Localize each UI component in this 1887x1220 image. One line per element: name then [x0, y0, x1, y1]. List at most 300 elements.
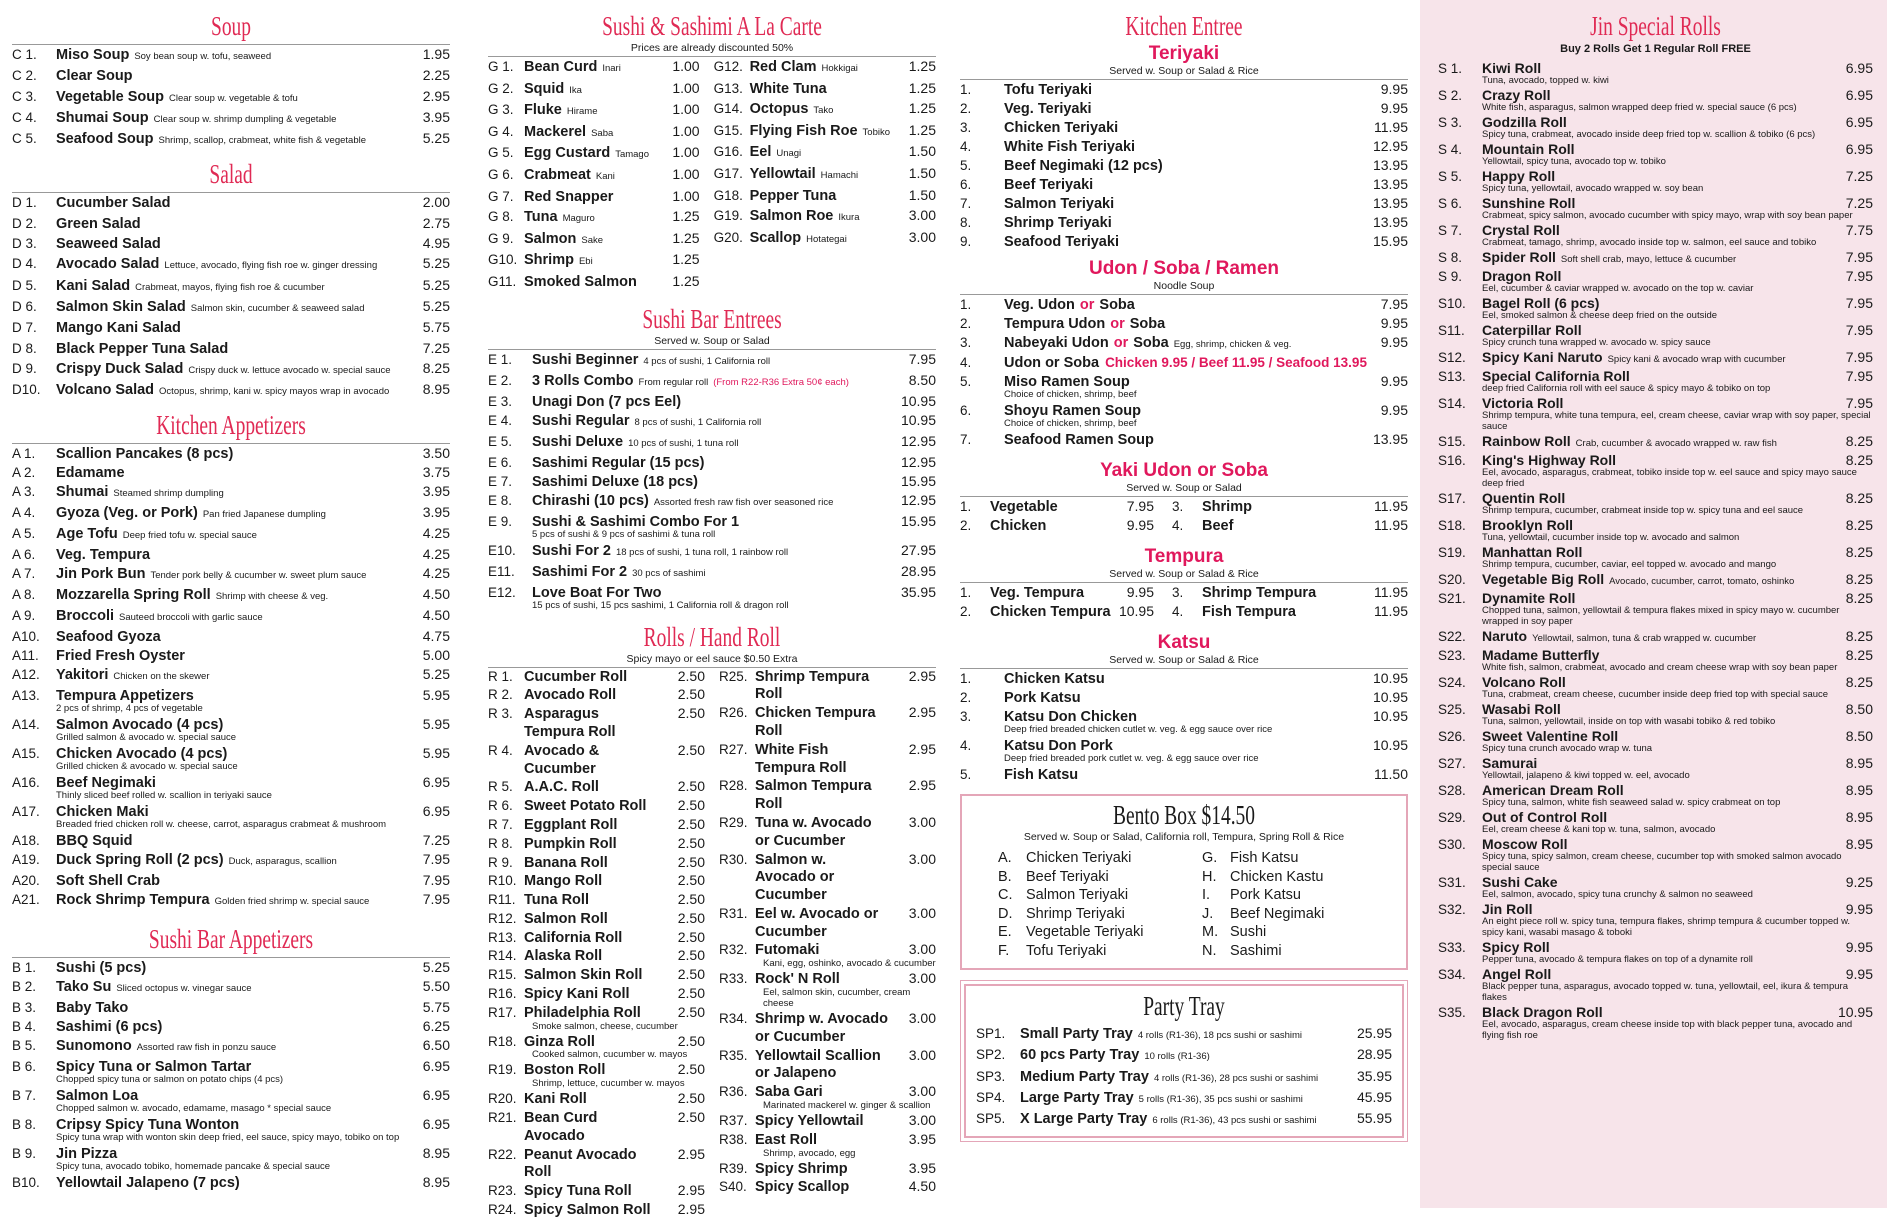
list-item	[719, 1047, 936, 1084]
item-name-text: Pepper Tuna	[749, 187, 837, 204]
list-item	[488, 1146, 705, 1183]
list-item	[488, 491, 936, 512]
item-code: G16.	[713, 144, 743, 160]
item-name	[532, 584, 880, 602]
item-price: 7.95	[1845, 322, 1873, 338]
item-row	[960, 137, 1408, 156]
item-price: 8.25	[1845, 517, 1873, 533]
item-code: S29.	[1438, 810, 1466, 825]
item-price: 3.00	[908, 228, 936, 245]
list-item	[1438, 452, 1873, 489]
tempura-list	[960, 583, 1408, 621]
item-price: 13.95	[1372, 176, 1408, 192]
item-desc: Egg, shrimp, chicken & veg.	[1173, 339, 1292, 350]
item-price: 8.50	[908, 371, 936, 388]
item-row	[1438, 433, 1873, 452]
item-code: G 2.	[488, 80, 514, 96]
item-desc: Crabmeat, mayos, flying fish roe & cucumber	[135, 281, 325, 293]
item-price: 28.95	[900, 562, 936, 579]
bento-right	[1202, 849, 1396, 960]
list-item	[12, 482, 450, 503]
item-code: S16.	[1438, 453, 1466, 468]
list-item	[488, 165, 700, 187]
item-name-text: 3 Rolls Combo	[532, 372, 634, 389]
item-sub: Tuna, yellowtail, cucumber inside top w. avocado and salmon	[1482, 532, 1740, 543]
item-name	[56, 586, 394, 606]
item-code: 4.	[1172, 518, 1184, 533]
item-code: R36.	[719, 1084, 748, 1100]
bento-item	[998, 905, 1192, 924]
item-name	[1020, 1068, 1336, 1088]
item-code: G 3.	[488, 102, 514, 118]
item-name-text: Sweet Valentine Roll	[1482, 728, 1619, 744]
item-code: R 4.	[488, 742, 513, 758]
item-row	[12, 234, 450, 254]
item-code: S32.	[1438, 902, 1466, 917]
item-price: 1.00	[672, 101, 700, 118]
item-row	[12, 524, 450, 545]
item-price: 8.25	[1845, 628, 1873, 644]
list-item	[12, 129, 450, 150]
item-code: A 3.	[12, 484, 36, 500]
item-row	[488, 910, 705, 929]
item-row	[960, 295, 1408, 314]
special-list	[1438, 60, 1873, 1041]
item-code: 2.	[960, 518, 972, 533]
item-code: D 9.	[12, 360, 37, 376]
item-row	[719, 1131, 936, 1150]
list-item	[719, 741, 936, 778]
item-code: S31.	[1438, 875, 1466, 890]
item-name	[524, 706, 659, 742]
list-item	[960, 688, 1408, 707]
item-price: 5.25	[422, 959, 450, 976]
item-name-text: Medium Party Tray	[1020, 1068, 1149, 1085]
item-code: R37.	[719, 1113, 748, 1129]
bento-letter: G.	[1202, 850, 1218, 866]
column-3	[950, 0, 1420, 1208]
list-item	[488, 187, 700, 208]
item-name-text: Crazy Roll	[1482, 87, 1551, 103]
item-desc: 8 pcs of sushi, 1 California roll	[634, 416, 762, 428]
item-name	[524, 779, 659, 797]
item-name	[532, 393, 880, 411]
item-code: E 3.	[488, 393, 513, 409]
item-row	[12, 1036, 450, 1057]
item-name-text: Saba Gari	[755, 1084, 823, 1101]
item-name	[56, 666, 394, 686]
list-item	[719, 941, 936, 969]
item-name-text: Shoyu Ramen Soup	[1004, 403, 1141, 419]
item-row	[960, 232, 1408, 251]
item-price: 1.25	[672, 251, 700, 268]
list-item	[488, 985, 705, 1004]
item-name	[755, 815, 890, 851]
item-name	[1004, 296, 1352, 314]
item-name-text: Tuna	[524, 209, 558, 226]
item-price: 1.25	[908, 100, 936, 117]
item-row	[488, 854, 705, 873]
item-price: 10.95	[1118, 603, 1154, 619]
item-price: 1.50	[908, 186, 936, 203]
item-code: S15.	[1438, 434, 1466, 449]
list-item	[12, 744, 450, 772]
item-code: R18.	[488, 1033, 517, 1049]
item-code: 3.	[1172, 499, 1184, 514]
item-row	[719, 814, 936, 851]
item-name	[524, 188, 654, 208]
item-name	[524, 873, 659, 891]
item-code: G 5.	[488, 145, 514, 161]
item-code: R20.	[488, 1091, 517, 1107]
item-name	[56, 1174, 394, 1192]
sushi-sashimi-left	[488, 57, 700, 293]
item-name-text: King's Highway Roll	[1482, 452, 1617, 468]
item-name	[524, 1091, 659, 1109]
list-item	[714, 164, 936, 186]
bento-note: Served w. Soup or Salad, California roll, Tempura, Spring Roll & Rice	[1023, 831, 1345, 843]
item-row	[488, 668, 705, 687]
item-row	[976, 1067, 1392, 1088]
list-item	[488, 835, 705, 854]
item-sub: Eel, avocado, asparagus, crabmeat, tobiko inside top w. eel sauce and spicy mayo sauce deep fried	[1482, 467, 1857, 489]
item-name	[750, 143, 890, 164]
list-item	[960, 232, 1408, 251]
list-item	[960, 333, 1408, 354]
item-name	[755, 1161, 890, 1179]
item-name	[524, 123, 654, 144]
item-row	[488, 562, 936, 583]
item-name-text: Naruto	[1482, 628, 1528, 644]
item-sub: Spicy tuna, salmon, white fish seaweed salad w. spicy crabmeat on top	[1482, 797, 1781, 808]
item-name	[1004, 670, 1352, 688]
item-name-text: Octopus	[749, 101, 809, 118]
teriyaki-note: Served w. Soup or Salad & Rice	[1109, 65, 1259, 77]
item-price: 8.95	[1845, 755, 1873, 771]
item-name	[56, 1037, 394, 1057]
item-code: A16.	[12, 775, 40, 791]
list-item	[488, 1061, 705, 1089]
item-code: B 4.	[12, 1019, 37, 1035]
list-item	[1438, 141, 1873, 167]
item-price: 9.95	[1380, 334, 1408, 350]
item-sub: Spicy tuna, spicy salmon, cream cheese, cucumber top with smoked salmon avocado special sauce	[1482, 851, 1842, 873]
item-row	[719, 851, 936, 905]
item-code: B 7.	[12, 1088, 37, 1104]
item-row	[960, 354, 1408, 372]
item-code: A 4.	[12, 505, 36, 521]
list-item	[1438, 836, 1873, 873]
rolls-note: Spicy mayo or eel sauce $0.50 Extra	[626, 652, 798, 665]
item-price: 7.75	[1845, 222, 1873, 238]
item-desc: Assorted fresh raw fish over seasoned rice	[653, 496, 834, 508]
item-price: 2.50	[677, 1109, 705, 1126]
item-name-text: Dragon Roll	[1482, 268, 1562, 284]
item-code: R21.	[488, 1110, 517, 1126]
item-row-pair	[960, 497, 1408, 516]
item-price: 7.95	[1845, 249, 1873, 265]
item-name-text: Sushi & Sashimi Combo For 1	[532, 513, 740, 530]
item-price: 1.00	[672, 165, 700, 182]
list-item	[960, 354, 1408, 372]
item-sub: Breaded fried chicken roll w. cheese, carrot, asparagus crabmeat & mushroom	[56, 819, 387, 831]
list-item	[488, 1033, 705, 1061]
list-item	[488, 966, 705, 985]
item-name-text: Chicken Avocado (4 pcs)	[56, 746, 228, 763]
item-code: R 5.	[488, 779, 513, 795]
bento-name: Beef Teriyaki	[1026, 868, 1109, 885]
item-code: 2.	[960, 604, 972, 619]
item-code: S 6.	[1438, 196, 1463, 211]
list-item	[488, 411, 936, 432]
list-item	[714, 206, 936, 228]
item-price: 2.50	[677, 1090, 705, 1107]
item-price: 15.95	[900, 512, 936, 529]
item-desc: 10 rolls (R1-36)	[1144, 1051, 1210, 1063]
item-name-text: Eel w. Avocado or Cucumber	[755, 905, 879, 940]
item-price: 8.25	[1845, 544, 1873, 560]
item-name-text: Bagel Roll (6 pcs)	[1482, 295, 1600, 311]
item-name-text: Fluke	[524, 102, 562, 119]
item-code: SP5.	[976, 1111, 1006, 1127]
item-desc: Clear soup w. vegetable & tofu	[168, 92, 298, 104]
item-name-text: Asparagus Tempura Roll	[524, 706, 616, 740]
item-name-text: Ginza Roll	[524, 1033, 595, 1050]
item-name-text: Sashimi Regular (15 pcs)	[532, 454, 705, 471]
item-code: R16.	[488, 986, 517, 1002]
item-name-text: Vegetable Big Roll	[1482, 571, 1605, 587]
item-code: D 6.	[12, 298, 37, 314]
item-name-text: Pork Katsu	[1004, 690, 1081, 706]
item-code: A 1.	[12, 446, 36, 462]
item-name-text: Spicy Kani Naruto	[1482, 349, 1603, 365]
item-name	[750, 165, 890, 186]
item-price: 4.25	[422, 565, 450, 582]
item-price: 12.95	[900, 491, 936, 508]
item-name	[755, 906, 890, 942]
item-price: 1.25	[672, 272, 700, 289]
item-row	[488, 272, 700, 293]
item-name-text: Peanut Avocado Roll	[524, 1146, 637, 1181]
item-name	[56, 298, 394, 318]
item-price: 2.50	[677, 985, 705, 1002]
item-name-text: Spicy Tuna Roll	[524, 1183, 632, 1200]
item-name-text: Kiwi Roll	[1482, 60, 1542, 76]
item-price: 8.95	[1845, 809, 1873, 825]
list-item	[960, 99, 1408, 118]
item-row	[714, 142, 936, 164]
item-desc: Lettuce, avocado, flying fish roe w. ginger dressing	[164, 260, 378, 272]
item-price: 2.95	[908, 740, 936, 757]
item-desc: Duck, asparagus, scallion	[228, 856, 337, 868]
item-name-text: Yellowtail Jalapeno (7 pcs)	[56, 1175, 240, 1192]
item-name	[1020, 1110, 1336, 1130]
list-item	[1438, 809, 1873, 835]
list-item	[12, 1086, 450, 1114]
item-name	[755, 705, 890, 741]
item-price: 1.25	[672, 229, 700, 246]
sushi-bar-appetizers-title: Sushi Bar Appetizers	[148, 924, 314, 955]
item-price: 1.00	[672, 58, 700, 74]
bento-item	[998, 886, 1192, 905]
item-desc: Tobiko	[862, 126, 890, 138]
item-code: C 5.	[12, 131, 37, 147]
list-item	[12, 831, 450, 850]
item-name-alt: Soba	[1099, 297, 1135, 313]
item-row	[488, 472, 936, 491]
item-name-text: Sunshine Roll	[1482, 195, 1576, 211]
list-item	[488, 562, 936, 583]
item-name: Beef	[1202, 518, 1234, 534]
list-item	[12, 606, 450, 627]
list-item	[488, 122, 700, 144]
item-name-text: Seafood Gyoza	[56, 629, 161, 646]
item-desc: 6 rolls (R1-36), 43 pcs sushi or sashimi	[1152, 1115, 1317, 1127]
item-name-text: Avocado & Cucumber	[524, 742, 600, 777]
item-name-text: Sashimi For 2	[532, 563, 628, 580]
list-item	[976, 1024, 1392, 1045]
list-item	[488, 872, 705, 891]
item-name-text: Salmon Loa	[56, 1088, 139, 1105]
list-item	[488, 816, 705, 835]
list-item	[719, 1112, 936, 1131]
list-item	[488, 1201, 705, 1220]
item-name-text: Shrimp Teriyaki	[1004, 215, 1112, 231]
item-code: B10.	[12, 1175, 40, 1191]
item-sub: White fish, salmon, crabmeat, avocado and cream cheese wrap with soy bean paper	[1482, 662, 1838, 673]
list-item	[12, 463, 450, 482]
item-name	[755, 1132, 890, 1150]
list-item	[1438, 647, 1873, 673]
item-name-text: Katsu Don Pork	[1004, 738, 1113, 754]
item-row	[960, 430, 1408, 449]
item-name	[524, 1110, 659, 1146]
list-item	[12, 444, 450, 463]
item-desc: 30 pcs of sashimi	[632, 567, 706, 579]
item-price: 2.50	[677, 667, 705, 684]
item-row	[12, 444, 450, 463]
list-item	[12, 276, 450, 297]
item-code: G13.	[713, 80, 743, 96]
item-name-text: Sashimi Deluxe (18 pcs)	[532, 473, 699, 490]
item-row	[960, 333, 1408, 354]
item-price: 11.50	[1374, 766, 1408, 782]
item-code: R30.	[719, 851, 748, 867]
yaki-title: Yaki Udon or Soba	[1100, 460, 1268, 481]
list-item	[488, 947, 705, 966]
item-price: 8.95	[1845, 782, 1873, 798]
item-row	[488, 872, 705, 891]
item-price: 2.50	[677, 928, 705, 945]
item-sub: 15 pcs of sushi, 15 pcs sashimi, 1 California roll & dragon roll	[532, 599, 789, 611]
rolls-grid	[488, 668, 936, 1220]
item-row	[488, 100, 700, 122]
item-sub: Choice of chicken, shrimp, beef	[1004, 389, 1137, 400]
katsu-list	[960, 669, 1408, 784]
list-item	[12, 1144, 450, 1172]
item-code: S22.	[1438, 629, 1466, 644]
item-row-pair	[960, 583, 1408, 602]
list-item	[1438, 249, 1873, 268]
item-name-text: Caterpillar Roll	[1482, 322, 1582, 338]
item-price: 55.95	[1356, 1110, 1392, 1127]
item-code: S28.	[1438, 783, 1466, 798]
item-desc: Ebi	[578, 256, 593, 268]
item-name	[1004, 431, 1352, 449]
item-name-text: Scallion Pancakes (8 pcs)	[56, 446, 234, 463]
item-price: 3.95	[422, 483, 450, 500]
item-price: 9.95	[1845, 901, 1873, 917]
bento-box	[960, 794, 1408, 970]
list-item	[1438, 901, 1873, 938]
item-sub: Eel, cream cheese & kani top w. tuna, salmon, avocado	[1482, 824, 1716, 835]
list-item	[12, 646, 450, 665]
bento-item	[1202, 942, 1396, 961]
list-item	[12, 890, 450, 911]
item-code: S27.	[1438, 756, 1466, 771]
list-item	[12, 802, 450, 830]
list-item	[488, 57, 700, 79]
item-name-text: Tempura Appetizers	[56, 688, 194, 705]
item-name	[56, 851, 394, 871]
item-sub: Spicy tuna, yellowtail, avocado wrapped w. soy bean	[1482, 183, 1704, 194]
item-code: R31.	[719, 905, 748, 921]
item-code: R33.	[719, 971, 748, 987]
item-row	[488, 250, 700, 272]
item-code: A 7.	[12, 566, 36, 582]
item-price: 10.95	[1372, 670, 1408, 686]
item-name	[524, 948, 659, 966]
list-item	[960, 372, 1408, 400]
item-name-text: Eel	[749, 144, 772, 161]
item-code: S40.	[719, 1179, 747, 1195]
item-name-text: Cripsy Spicy Tuna Wonton	[56, 1117, 240, 1134]
item-code: R 3.	[488, 706, 513, 722]
item-price: 2.50	[677, 778, 705, 795]
item-price: 3.95	[422, 108, 450, 125]
item-name-text: Chicken Teriyaki	[1004, 120, 1119, 136]
item-price: 13.95	[1372, 431, 1408, 447]
item-row	[1438, 249, 1873, 268]
item-price: 4.25	[422, 525, 450, 542]
item-code: D 2.	[12, 215, 37, 231]
item-row	[488, 929, 705, 948]
bento-name: Chicken Kastu	[1230, 868, 1324, 885]
item-name-text: Black Pepper Tuna Salad	[56, 340, 229, 357]
item-price: 2.50	[677, 891, 705, 908]
item-price: 8.25	[422, 359, 450, 376]
item-price: 8.95	[422, 381, 450, 398]
list-item	[1438, 87, 1873, 113]
item-price: 5.95	[422, 745, 450, 762]
item-code: A19.	[12, 852, 40, 868]
teriyaki-list	[960, 80, 1408, 251]
item-sub: Tuna, salmon, yellowtail, inside on top with wasabi tobiko & red tobiko	[1482, 716, 1776, 727]
list-item	[714, 57, 936, 79]
item-name-text: Tako Su	[56, 979, 112, 996]
item-price: 7.95	[1845, 368, 1873, 384]
item-name-text: Spicy Roll	[1482, 939, 1550, 955]
item-sub: Deep fried breaded chicken cutlet w. veg. & egg sauce over rice	[1004, 724, 1273, 735]
list-item	[960, 736, 1408, 764]
list-item	[719, 1083, 936, 1111]
item-name-text: Volcano Salad	[56, 382, 155, 399]
bento-letter: C.	[998, 887, 1013, 903]
list-item	[960, 295, 1408, 314]
item-name	[532, 454, 880, 472]
item-code: S23.	[1438, 648, 1466, 663]
item-code: S 4.	[1438, 142, 1463, 157]
